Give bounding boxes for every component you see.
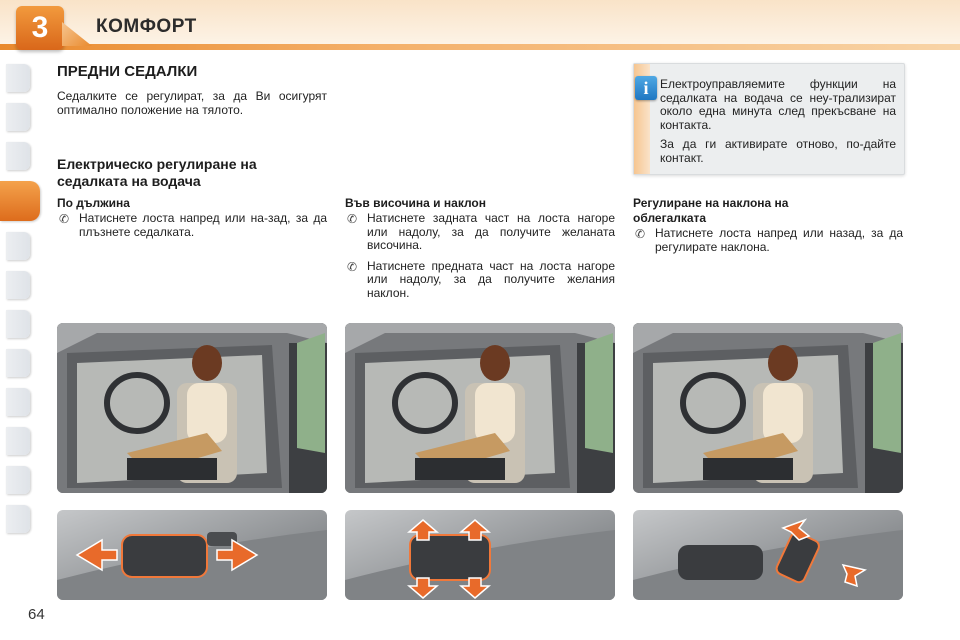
col2-heading: Във височина и наклон xyxy=(345,196,487,210)
seat-photo-3 xyxy=(633,323,903,493)
col1-heading: По дължина xyxy=(57,196,130,210)
chapter-tab[interactable] xyxy=(6,271,30,299)
chapter-tabs xyxy=(6,64,30,544)
seat-photo-1 xyxy=(57,323,327,493)
info-paragraph-2: За да ги активирате отново, по-дайте контакт. xyxy=(660,137,896,165)
bullet-mark: ✆ xyxy=(347,212,358,226)
col1-bullets xyxy=(57,205,327,239)
seat-photo-2 xyxy=(345,323,615,493)
chapter-tab[interactable] xyxy=(6,64,30,92)
chapter-tab[interactable] xyxy=(6,466,30,494)
header-accent-band xyxy=(0,44,960,50)
info-paragraph-1: Електроуправляемите функции на седалката на водача се неу-трализират около една минута след прекъсване на контакта. xyxy=(660,77,896,132)
chapter-tab[interactable] xyxy=(6,349,30,377)
bullet-item xyxy=(57,212,327,239)
subsection-title: Електрическо регулиране на седалката на водача xyxy=(57,156,257,189)
info-box xyxy=(633,63,905,175)
bullet-item xyxy=(345,212,615,253)
info-icon: i xyxy=(635,76,657,100)
section-title: ПРЕДНИ СЕДАЛКИ xyxy=(57,63,198,80)
chapter-tab-active[interactable] xyxy=(0,181,40,221)
chapter-tab[interactable] xyxy=(6,103,30,131)
col3-heading: Регулиране на наклона на облегалката xyxy=(633,196,789,225)
chapter-badge: 3 xyxy=(16,6,64,50)
bullet-mark: ✆ xyxy=(59,212,70,226)
bullet-text: Натиснете лоста напред или на-зад, за да плъзнете седалката. xyxy=(79,211,327,239)
page-number: 64 xyxy=(28,606,45,623)
chapter-tab[interactable] xyxy=(6,388,30,416)
height-tilt-switch-detail xyxy=(345,510,615,600)
col3-bullets xyxy=(633,220,903,254)
chapter-tab[interactable] xyxy=(6,142,30,170)
bullet-text: Натиснете предната част на лоста нагоре или надолу, за да получите желания наклон. xyxy=(367,258,615,300)
chapter-tab[interactable] xyxy=(6,427,30,455)
bullet-mark: ✆ xyxy=(635,227,646,241)
bullet-text: Натиснете задната част на лоста нагоре или надолу, за да получите желаната височина. xyxy=(367,211,615,252)
section-intro: Седалките се регулират, за да Ви осигурят оптимално положение на тялото. xyxy=(57,89,327,117)
length-switch-detail xyxy=(57,510,327,600)
backrest-switch-detail xyxy=(633,510,903,600)
bullet-mark: ✆ xyxy=(347,259,358,274)
bullet-item xyxy=(345,260,615,301)
chapter-tab[interactable] xyxy=(6,310,30,338)
bullet-item xyxy=(633,227,903,254)
chapter-title: КОМФОРТ xyxy=(96,16,197,37)
chapter-tab[interactable] xyxy=(6,505,30,533)
col2-bullets xyxy=(345,205,615,300)
chapter-tab[interactable] xyxy=(6,232,30,260)
bullet-text: Натиснете лоста напред или назад, за да регулирате наклона. xyxy=(655,226,903,254)
